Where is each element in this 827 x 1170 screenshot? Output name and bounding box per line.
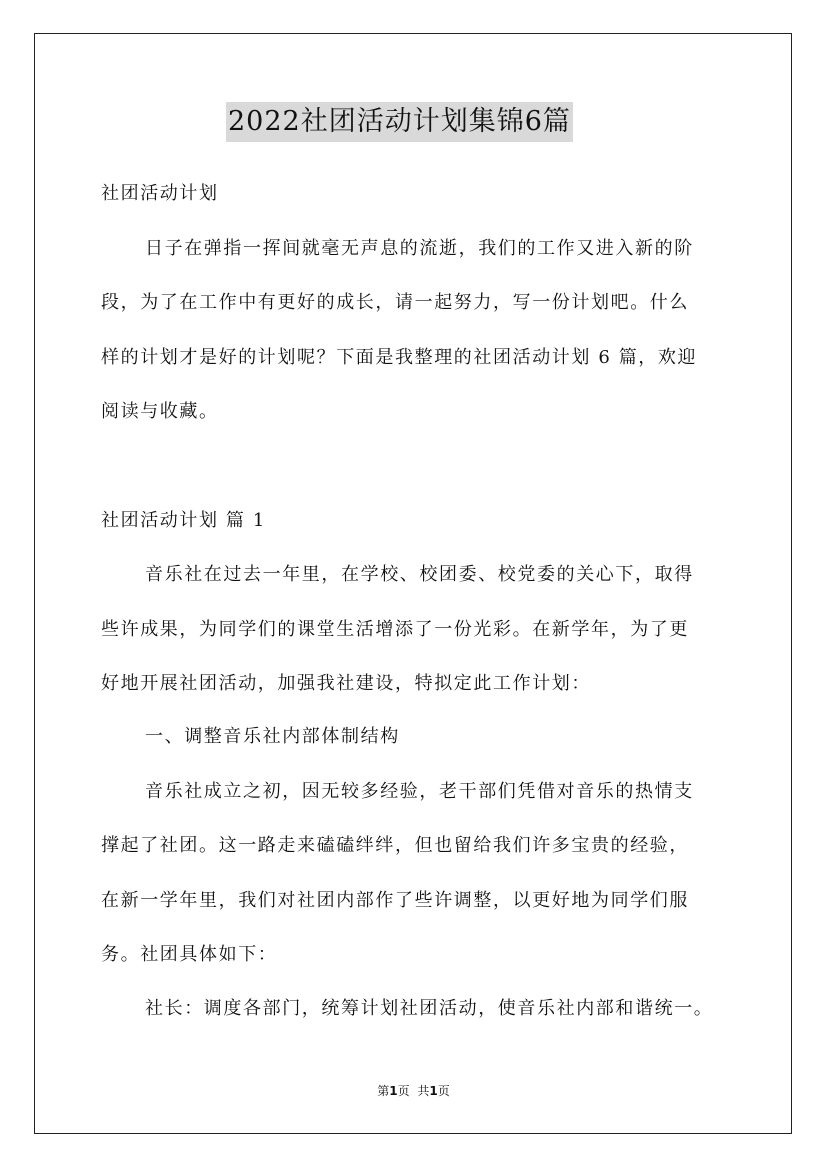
paragraph-line: 音乐社成立之初，因无较多经验，老干部们凭借对音乐的热情支 [145,781,694,802]
footer-page-prefix: 第 [377,1084,390,1098]
paragraph-line: 日子在弹指一挥间就毫无声息的流逝，我们的工作又进入新的阶 [145,238,694,259]
section-heading: 社团活动计划 篇 1 [101,510,266,531]
document-title: 2022社团活动计划集锦6篇 [226,102,573,142]
footer-page-label: 页 [397,1084,410,1098]
paragraph-line: 音乐社在过去一年里，在学校、校团委、校党委的关心下，取得 [145,564,694,585]
footer-total-prefix: 共 [417,1084,430,1098]
paragraph-line: 样的计划才是好的计划呢？下面是我整理的社团活动计划 6 篇，欢迎 [101,347,698,368]
subsection-heading: 一、调整音乐社内部体制结构 [145,726,400,747]
page-footer [0,1082,827,1100]
paragraph-line: 好地开展社团活动，加强我社建设，特拟定此工作计划： [101,673,591,694]
footer-total-label: 页 [437,1084,450,1098]
paragraph-line: 阅读与收藏。 [101,401,219,422]
paragraph-line: 社长：调度各部门，统筹计划社团活动，使音乐社内部和谐统一。 [145,998,714,1019]
footer-page-number: 1 [389,1084,398,1098]
paragraph-line: 务。社团具体如下： [101,944,278,965]
paragraph-line: 些许成果，为同学们的课堂生活增添了一份光彩。在新学年，为了更 [101,619,689,640]
paragraph-line: 段，为了在工作中有更好的成长，请一起努力，写一份计划吧。什么 [101,292,689,313]
footer-total-number: 1 [429,1084,438,1098]
section-heading: 社团活动计划 [101,183,219,204]
paragraph-line: 撑起了社团。这一路走来磕磕绊绊，但也留给我们许多宝贵的经验， [101,835,689,856]
paragraph-line: 在新一学年里，我们对社团内部作了些许调整，以更好地为同学们服 [101,890,689,911]
